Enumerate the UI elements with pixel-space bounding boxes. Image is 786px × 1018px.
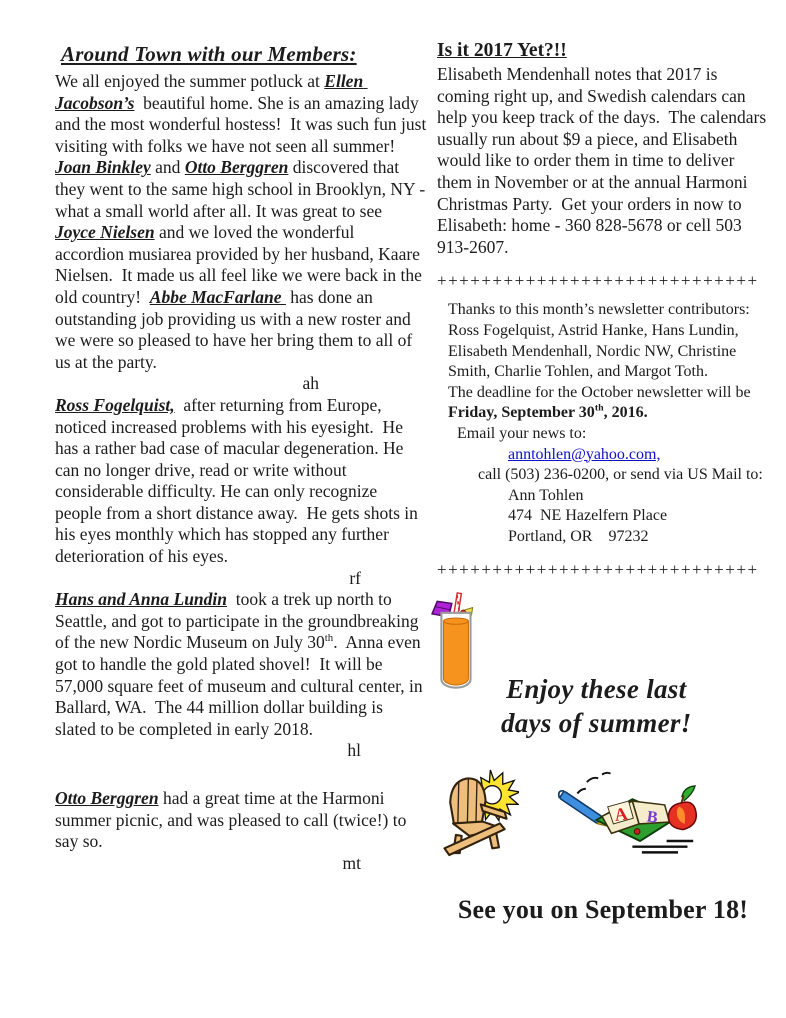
phone-mail-line: call (503) 236-0200, or send via US Mail to: [478, 466, 763, 484]
adirondack-chair-sun-icon [433, 764, 519, 865]
enjoy-summer-text [501, 672, 692, 740]
deadline-intro-line: The deadline for the October newsletter will be [448, 383, 751, 401]
address-name-line: Ann Tohlen [508, 486, 584, 504]
paragraph-ross-fogelquist: Ross Fogelquist, after returning from Europe, noticed increased problems with his eyesight. He has a rather bad case of macular degeneration. He can no longer drive, read or write without considerable difficulty. He can only recognize people from a short distance away. He gets shots in his eyes monthly which has stopped any further deterioration of his eyes. [55, 394, 423, 567]
see-you-text: See you on September 18! [457, 895, 749, 925]
summer-drink-icon [431, 592, 483, 701]
enjoy-summer-line1: Enjoy these last [506, 674, 687, 705]
paragraph-binkley-berggren: Joan Binkley and Otto Berggren discovered that they went to the same high school in Brooklyn, NY - what a small world after all. It was great to see Joyce Nielsen and we loved the wonderful accordion musiarea provided by her husband, Kaare Nielsen. It made us all feel like we were back in the old country! Abbe MacFarlane has done an outstanding job providing us with a new roster and we were so pleased to have her bring them to all of us at the party. [55, 157, 430, 372]
contributors-line: Smith, Charlie Tohlen, and Margot Toth. [448, 363, 708, 381]
email-link[interactable]: anntohlen@yahoo.com, [508, 445, 661, 463]
address-city-line: Portland, OR 97232 [508, 527, 649, 545]
byline-hl: hl [347, 740, 361, 761]
deadline-date: Friday, September 30th, 2016. [448, 402, 648, 422]
byline-ah: ah [302, 373, 319, 394]
paragraph-otto-berggren: Otto Berggren had a great time at the Harmoni summer picnic, and was pleased to call (twice!) to say so. [55, 788, 411, 852]
contributors-line: Thanks to this month’s newsletter contributors: [448, 301, 750, 319]
svg-text:B: B [645, 808, 659, 828]
plus-separator-top: +++++++++++++++++++++++++++++ [437, 271, 759, 291]
right-column [437, 40, 769, 925]
email-label: Email your news to: [457, 424, 587, 442]
byline-rf: rf [349, 567, 361, 588]
email-link-line [448, 445, 769, 466]
contributors-block [437, 300, 769, 547]
clipart-row [437, 764, 769, 865]
contributors-line: Elisabeth Mendenhall, Nordic NW, Christine [448, 342, 737, 360]
abc-book-pencil-apple-icon [545, 765, 697, 865]
address-street-line: 474 NE Hazelfern Place [508, 507, 668, 525]
plus-separator-bottom: +++++++++++++++++++++++++++++ [437, 560, 759, 580]
paragraph-calendars: Elisabeth Mendenhall notes that 2017 is coming right up, and Swedish calendars can help you keep track of the days. The calendars usually run about $9 a piece, and Elisabeth would like to order them in time to deliver them in November or at the annual Harmoni Christmas Party. Get your orders in now to Elisabeth: home - 360 828-5678 or cell 503 913-2607. [437, 64, 771, 257]
paragraph-hans-anna-lundin: Hans and Anna Lundin took a trek up north to Seattle, and got to participate in the groundbreaking of the new Nordic Museum on July 30th. Anna even got to handle the gold plated shovel! It will be 57,000 square feet of museum and cultural center, in Ballard, WA. The 44 million dollar building is slated to be completed in early 2018. [55, 589, 428, 739]
paragraph-summer-potluck: We all enjoyed the summer potluck at Ellen Jacobson’s beautiful home. She is an amazing lady and the most wonderful hostess! It was such fun just visiting with folks we have not seen all summer! [55, 71, 431, 156]
left-column [55, 42, 431, 874]
svg-text:A: A [613, 803, 629, 826]
section-title-around-town: Around Town with our Members: [61, 42, 357, 66]
section-title-2017: Is it 2017 Yet?!! [437, 40, 567, 61]
contributors-line: Ross Fogelquist, Astrid Hanke, Hans Lundin, [448, 321, 739, 339]
summer-banner-row [437, 592, 769, 740]
enjoy-summer-line2: days of summer! [501, 708, 692, 739]
byline-mt: mt [342, 852, 361, 873]
